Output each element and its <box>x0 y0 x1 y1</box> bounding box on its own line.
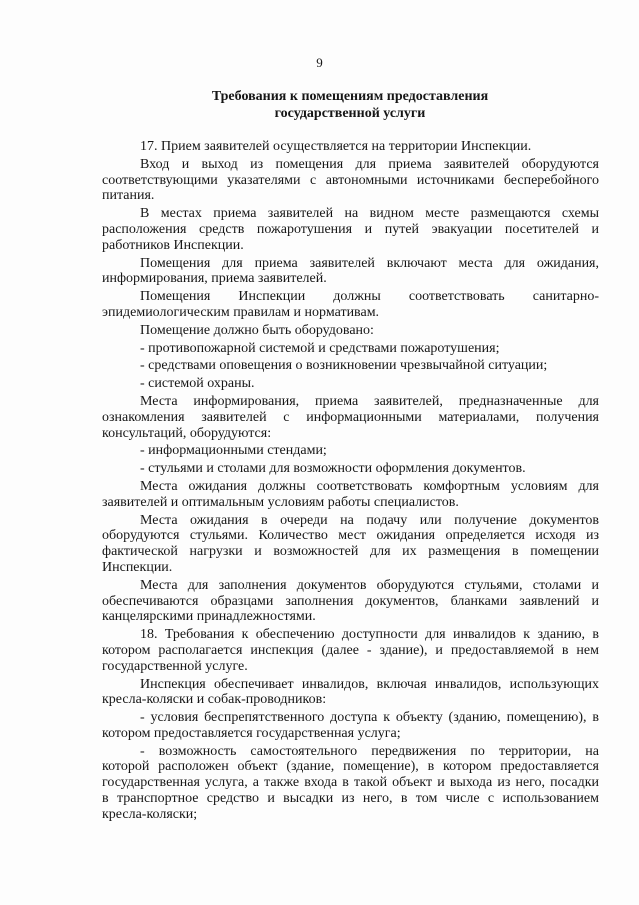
section-heading-line: Требования к помещениям предоставления <box>211 89 489 104</box>
section-heading <box>150 88 550 122</box>
paragraph-line: - стульями и столами для возможности оформления документов. <box>140 461 526 477</box>
paragraph <box>102 578 599 625</box>
paragraph-line: оборудуются стульями. Количество мест ожидания определяется исходя из <box>102 528 599 544</box>
paragraph-line: Вход и выход из помещения для приема заявителей оборудуются <box>140 156 599 172</box>
paragraph <box>102 289 599 321</box>
paragraph <box>102 376 599 392</box>
paragraph-line: информирования, приема заявителей. <box>102 271 327 287</box>
paragraph-line: питания. <box>102 188 155 204</box>
paragraph <box>102 256 599 288</box>
paragraph-line: Помещения Инспекции должны соответствовать санитарно- <box>140 289 599 305</box>
paragraph-line: - возможность самостоятельного передвижения по территории, на <box>140 743 599 759</box>
paragraph-line: которой расположен объект (здание, помещение), в котором предоставляется <box>102 759 599 775</box>
paragraph-line: эпидемиологическим правилам и нормативам. <box>102 304 380 320</box>
paragraph-line: кресла-коляски; <box>102 806 198 822</box>
paragraph <box>102 341 599 357</box>
paragraph-line: 18. Требования к обеспечению доступности для инвалидов к зданию, в <box>140 627 599 643</box>
paragraph-line: ознакомления заявителей с информационными материалами, получения <box>102 409 599 425</box>
paragraph-line: - системой охраны. <box>140 376 255 392</box>
document-body <box>102 139 599 825</box>
paragraph-line: Инспекция обеспечивает инвалидов, включая инвалидов, использующих <box>140 676 599 692</box>
paragraph-line: консультаций, оборудуются: <box>102 425 272 441</box>
paragraph-line: - противопожарной системой и средствами пожаротушения; <box>140 340 500 356</box>
paragraph <box>102 157 599 204</box>
paragraph <box>102 461 599 477</box>
paragraph-line: канцелярскими принадлежностями. <box>102 609 316 625</box>
paragraph-line: Места ожидания в очереди на подачу или получение документов <box>140 512 599 528</box>
paragraph <box>102 627 599 674</box>
paragraph-line: 17. Прием заявителей осуществляется на территории Инспекции. <box>140 139 532 154</box>
paragraph <box>102 677 599 709</box>
paragraph-line: - условия беспрепятственного доступа к объекту (зданию, помещению), в <box>140 710 599 726</box>
paragraph-line: работников Инспекции. <box>102 237 244 253</box>
paragraph <box>102 744 599 823</box>
paragraph-line: котором предоставляется государственная услуга; <box>102 725 401 741</box>
paragraph-line: котором располагается инспекция (далее - здание), и предоставляемой в нем <box>102 642 599 658</box>
section-heading-line: государственной услуги <box>274 106 426 121</box>
paragraph <box>102 206 599 253</box>
paragraph-line: соответствующими указателями с автономными источниками бесперебойного <box>102 172 599 188</box>
paragraph-line: - информационными стендами; <box>140 443 327 459</box>
paragraph-line: фактической нагрузки и возможностей для их размещения в помещении <box>102 544 599 560</box>
paragraph <box>102 323 599 339</box>
paragraph-line: в транспортное средство и высадки из него, в том числе с использованием <box>102 791 599 807</box>
paragraph-line: государственная услуга, а также входа в такой объект и выхода из него, посадки <box>102 775 599 791</box>
paragraph-line: заявителей и оптимальным условиям работы специалистов. <box>102 494 459 510</box>
paragraph <box>102 479 599 511</box>
paragraph <box>102 358 599 374</box>
paragraph-line: кресла-коляски и собак-проводников: <box>102 692 327 708</box>
paragraph <box>102 710 599 742</box>
paragraph-line: Места ожидания должны соответствовать комфортным условиям для <box>140 478 599 494</box>
paragraph-line: Места информирования, приема заявителей, предназначенные для <box>140 393 599 409</box>
paragraph-line: Инспекции. <box>102 559 173 575</box>
page-number: 9 <box>316 55 323 70</box>
paragraph <box>102 513 599 576</box>
paragraph <box>102 139 599 155</box>
paragraph-line: Помещения для приема заявителей включают места для ожидания, <box>140 255 599 271</box>
paragraph-line: - средствами оповещения о возникновении чрезвычайной ситуации; <box>140 358 548 374</box>
paragraph-line: Помещение должно быть оборудовано: <box>140 322 374 338</box>
paragraph-line: В местах приема заявителей на видном месте размещаются схемы <box>140 206 599 222</box>
paragraph-line: расположения средств пожаротушения и путей эвакуации посетителей и <box>102 221 599 237</box>
paragraph <box>102 443 599 459</box>
paragraph <box>102 394 599 441</box>
paragraph-line: обеспечиваются образцами заполнения документов, бланками заявлений и <box>102 593 599 609</box>
paragraph-line: государственной услуге. <box>102 658 248 674</box>
paragraph-line: Места для заполнения документов оборудуются стульями, столами и <box>140 577 599 593</box>
